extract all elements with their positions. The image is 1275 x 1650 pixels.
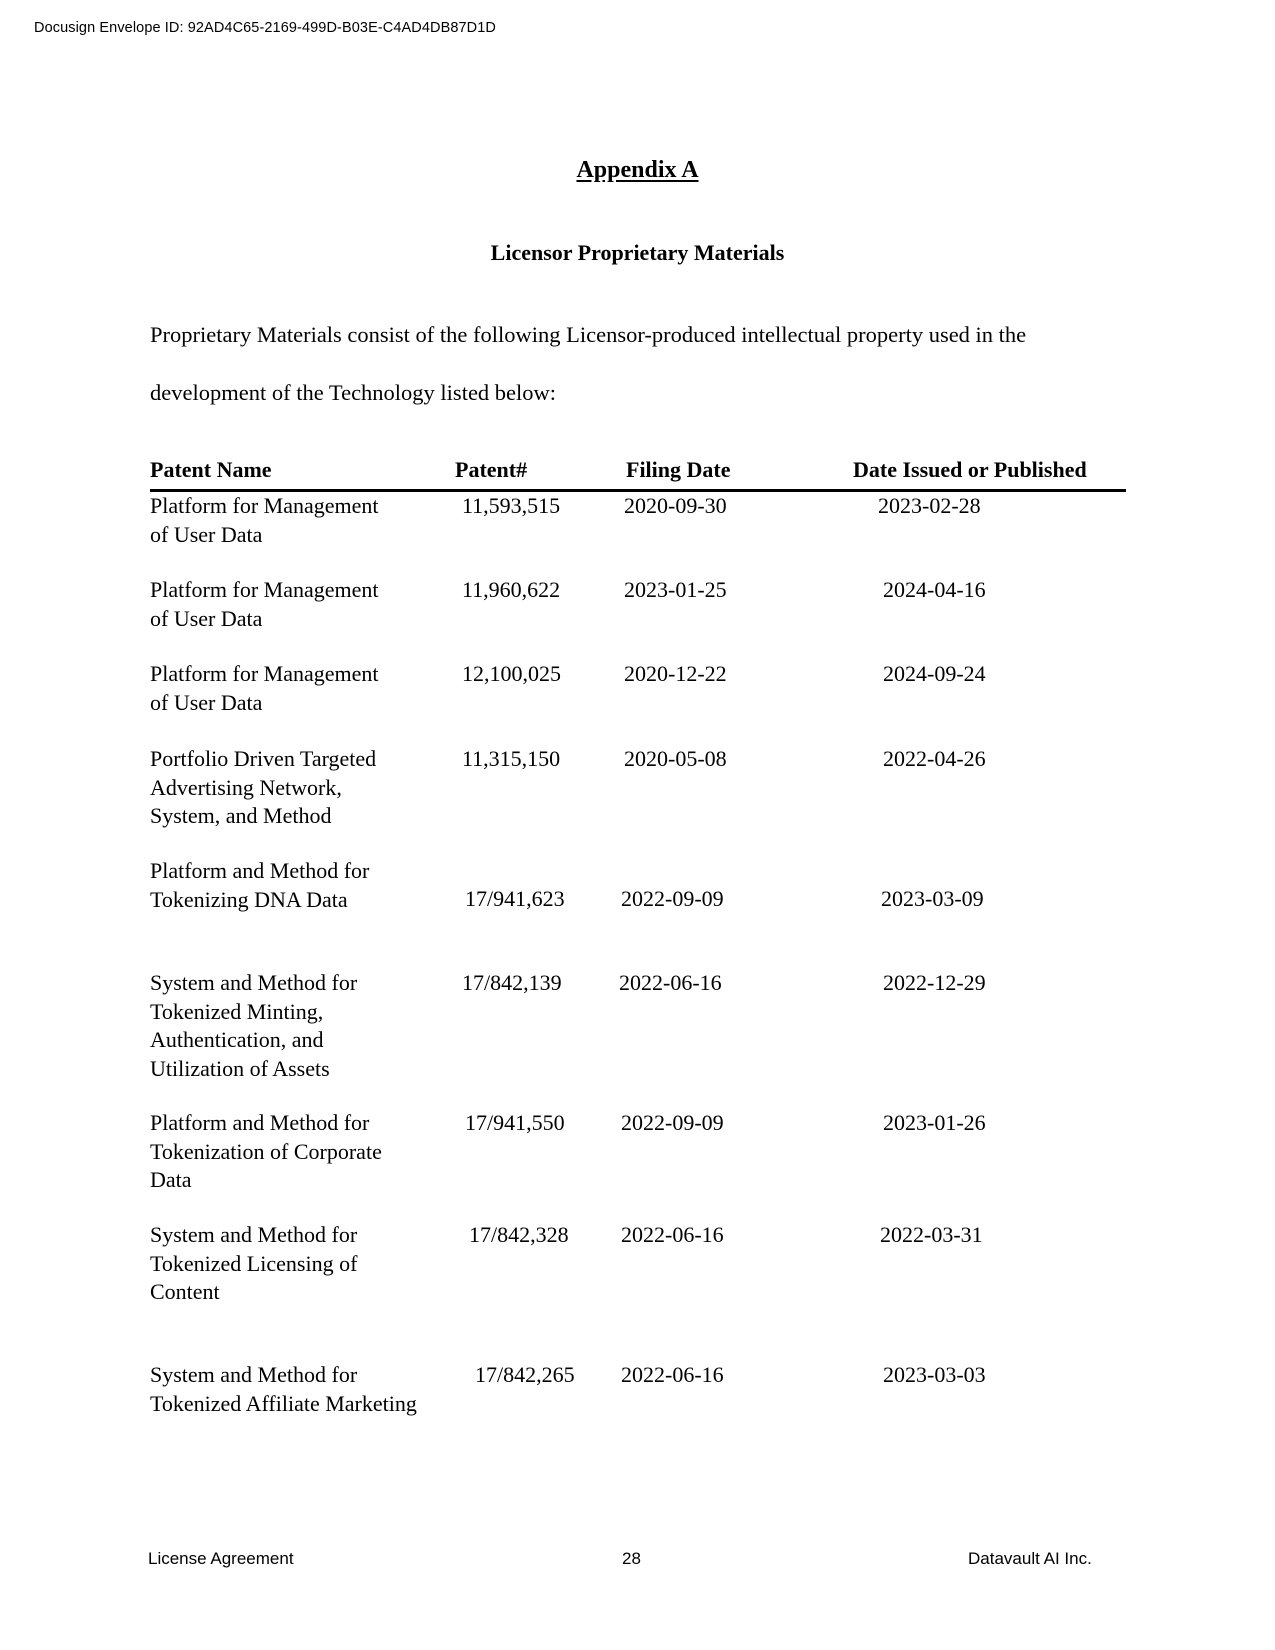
patent-name-cell: [150, 1361, 417, 1418]
filing-date-cell: 2022-09-09: [621, 886, 724, 911]
patent-name-line: System and Method for: [150, 1222, 358, 1247]
date-issued-cell: 2023-01-26: [883, 1110, 986, 1135]
patent-name-cell: [150, 969, 357, 1083]
patent-name-line: Platform for Management: [150, 577, 379, 602]
filing-date-cell: 2023-01-25: [624, 577, 727, 602]
patent-name-line: Platform for Management: [150, 493, 379, 518]
patent-number-cell: 17/842,328: [469, 1222, 569, 1247]
filing-date-cell: 2022-06-16: [621, 1222, 724, 1247]
filing-date-cell: 2020-12-22: [624, 661, 727, 686]
patent-name-line: Platform and Method for: [150, 858, 370, 883]
intro-line-2: development of the Technology listed below:: [150, 380, 557, 405]
date-issued-cell: 2023-03-03: [883, 1362, 986, 1387]
envelope-id: Docusign Envelope ID: 92AD4C65-2169-499D-B03E-C4AD4DB87D1D: [34, 20, 496, 36]
date-issued-cell: 2022-03-31: [880, 1222, 983, 1247]
header-patent-name: Patent Name: [150, 457, 272, 482]
patent-name-cell: [150, 576, 379, 633]
filing-date-cell: 2022-06-16: [619, 970, 722, 995]
date-issued-cell: 2023-02-28: [878, 493, 981, 518]
header-patent-number: Patent#: [455, 457, 528, 482]
patent-name-line: Tokenizing DNA Data: [150, 886, 348, 912]
date-issued-cell: 2024-09-24: [883, 661, 986, 686]
patent-name-cell: [150, 1221, 357, 1307]
footer-page-number: 28: [622, 1549, 641, 1568]
filing-date-cell: 2020-05-08: [624, 746, 727, 771]
patent-number-cell: 17/941,550: [465, 1110, 565, 1135]
patent-name-line: Authentication, and: [150, 1027, 324, 1052]
patent-name-line: Portfolio Driven Targeted: [150, 746, 377, 771]
patent-name-cell: [150, 745, 376, 831]
appendix-title: Appendix A: [576, 157, 699, 183]
patent-name-cell: [150, 857, 369, 914]
filing-date-cell: 2020-09-30: [624, 493, 727, 518]
patent-number-cell: 11,593,515: [462, 493, 561, 518]
patent-number-cell: 17/842,265: [475, 1362, 575, 1387]
patent-name-line: Tokenized Minting,: [150, 998, 324, 1024]
patent-name-line: Utilization of Assets: [150, 1055, 330, 1081]
patent-name-line: System, and Method: [150, 803, 332, 828]
footer-left: License Agreement: [148, 1549, 294, 1568]
date-issued-cell: 2022-04-26: [883, 746, 986, 771]
patent-number-cell: 17/842,139: [462, 970, 562, 995]
section-title: Licensor Proprietary Materials: [490, 240, 785, 265]
patent-name-cell: [150, 1109, 382, 1195]
header-filing-date: Filing Date: [626, 457, 731, 482]
filing-date-cell: 2022-06-16: [621, 1362, 724, 1387]
patent-name-line: Tokenization of Corporate: [150, 1138, 382, 1164]
patent-name-cell: [150, 660, 379, 717]
patent-number-cell: 17/941,623: [465, 886, 565, 911]
intro-line-1: Proprietary Materials consist of the following Licensor-produced intellectual property used in the: [150, 322, 1027, 347]
filing-date-cell: 2022-09-09: [621, 1110, 724, 1135]
patent-name-line: Platform for Management: [150, 661, 379, 686]
date-issued-cell: 2022-12-29: [883, 970, 986, 995]
header-date-issued: Date Issued or Published: [853, 457, 1087, 482]
footer-right: Datavault AI Inc.: [968, 1549, 1092, 1568]
date-issued-cell: 2023-03-09: [881, 886, 984, 911]
patent-name-line: of User Data: [150, 521, 263, 547]
patent-name-line: Content: [150, 1279, 220, 1304]
patent-name-line: Advertising Network,: [150, 774, 342, 800]
patent-name-line: of User Data: [150, 605, 263, 631]
patent-number-cell: 11,315,150: [462, 746, 561, 771]
patent-number-cell: 12,100,025: [462, 661, 561, 686]
date-issued-cell: 2024-04-16: [883, 577, 986, 602]
patent-name-line: Data: [150, 1167, 192, 1192]
patent-name-line: Platform and Method for: [150, 1110, 370, 1135]
patent-name-line: System and Method for: [150, 1362, 358, 1387]
patent-name-line: Tokenized Affiliate Marketing: [150, 1390, 417, 1416]
patent-name-cell: [150, 492, 379, 549]
patent-name-line: Tokenized Licensing of: [150, 1250, 358, 1276]
patent-name-line: System and Method for: [150, 970, 358, 995]
patent-number-cell: 11,960,622: [462, 577, 561, 602]
patent-name-line: of User Data: [150, 689, 263, 715]
